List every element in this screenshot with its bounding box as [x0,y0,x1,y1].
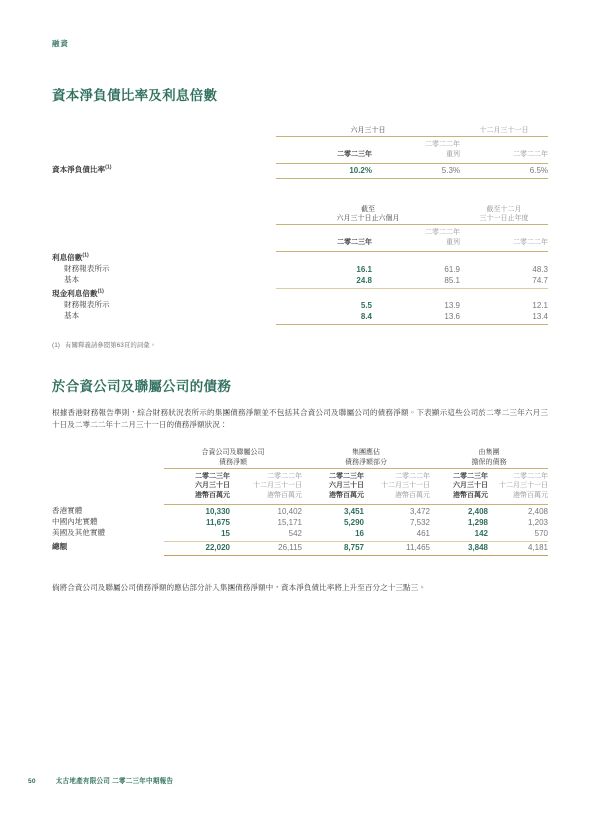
cell-value: 13.4 [532,312,548,322]
col-header-2022-full-year: 二零二二年 [513,239,548,247]
row-label-text: 現金利息倍數 [52,289,98,299]
group-header-line1: 集團應佔 [352,448,380,456]
table-row [52,263,548,274]
cell-value [276,288,372,299]
col-header-date: 十二月三十一日 [253,482,302,490]
cell-value: 48.3 [532,264,548,274]
group-header-december: 十二月三十一日 [460,126,548,136]
cell-value [372,252,460,263]
col-header-year: 二零二二年 [513,472,548,480]
page-footer [28,775,173,785]
col-header-restated-label: 重列 [446,151,460,159]
footnote-marker: (1) [52,342,61,350]
col-header-date: 十二月三十一日 [381,482,430,490]
col-header-unit: 港幣百萬元 [195,492,230,500]
cell-value: 461 [416,528,430,538]
cell-value [460,252,548,263]
cell-value: 16.1 [356,264,372,274]
col-header-2023-jv-net-debt [164,472,230,502]
table-row [52,516,548,527]
row-label-us-and-other-entities: 美國及其他實體 [52,527,106,537]
row-label-gearing-ratio [52,164,276,175]
col-header-2023-guaranteed [430,472,488,502]
cell-value: 85.1 [444,275,460,285]
group-header-june: 六月三十日 [276,126,460,136]
cell-value: 6.5% [529,165,548,175]
cell-value: 7,532 [409,517,430,527]
footnote-marker: (1) [97,288,104,295]
table-column-header-row [52,228,548,248]
row-label-underlying: 基本 [64,274,80,284]
cell-value [276,252,372,263]
cell-value: 2,408 [527,506,548,516]
col-header-2022-december: 二零二二年 [513,151,548,159]
cell-value: 26,115 [278,543,302,553]
cell-value: 4,181 [527,543,548,553]
cell-value [372,288,460,299]
group-header-line1: 合資公司及聯屬公司 [201,448,265,456]
row-label-per-financial-statements: 財務報表所示 [64,263,110,273]
group-header-line2: 債務淨額部分 [345,458,387,466]
section-title-jv-associates-debt: 於合資公司及聯屬公司的債務 [52,378,232,394]
col-header-2022-june-restated [372,140,460,160]
cell-value: 24.8 [356,275,372,285]
group-header-line2: 六月三十日止六個月 [336,215,400,223]
cell-value: 3,848 [467,543,488,553]
col-header-unit: 港幣百萬元 [329,492,364,500]
col-header-date: 六月三十日 [453,482,488,490]
group-header-line2: 三十一日止年度 [479,215,529,223]
group-header-line2: 擔保的債務 [471,458,507,466]
cell-value: 13.9 [444,301,460,311]
col-header-year: 二零二二年 [395,472,430,480]
group-header-guaranteed-by-group [430,448,548,468]
row-label-per-financial-statements: 財務報表所示 [64,300,110,310]
cell-value: 10,330 [205,506,230,516]
table-row [52,274,548,285]
page-number: 50 [28,778,36,785]
row-label-underlying: 基本 [64,311,80,321]
section-closing-paragraph: 倘將合資公司及聯屬公司債務淨額的應佔部分計入集團債務淨額中，資本淨負債比率將上升至百分之十三點三。 [52,583,426,593]
section-title-gearing: 資本淨負債比率及利息倍數 [52,88,218,103]
cell-value: 10.2% [349,165,372,175]
row-label-cash-interest-cover [52,288,276,299]
running-head: 融資 [52,39,69,48]
table-footnote [52,341,548,351]
cell-value: 15 [221,528,230,538]
group-header-jv-net-debt [164,448,302,468]
col-header-2023-six-months: 二零二三年 [337,239,372,247]
row-label-total: 總額 [52,542,68,552]
table-row [52,541,548,552]
cell-value: 8.4 [360,312,372,322]
cell-value: 3,472 [409,506,430,516]
cell-value: 1,298 [467,517,488,527]
cell-value: 3,451 [343,506,364,516]
col-header-year: 二零二三年 [195,472,230,480]
col-header-2022-year: 二零二二年 [425,229,460,237]
table-group-header-row [52,126,548,136]
group-header-line1: 由集團 [478,448,500,456]
cell-value: 5,290 [343,517,364,527]
col-header-unit: 港幣百萬元 [453,492,488,500]
table-row [52,288,548,299]
col-header-year: 二零二三年 [453,472,488,480]
cell-value: 10,402 [277,506,302,516]
row-label-text: 利息倍數 [52,252,83,262]
cell-value: 2,408 [467,506,488,516]
row-label-text: 資本淨負債比率 [52,164,106,174]
col-header-2022-june-year: 二零二二年 [425,141,460,149]
cell-value: 15,171 [277,517,302,527]
page-content [52,88,548,595]
row-label-chinese-mainland-entities: 中國內地實體 [52,516,98,526]
col-header-2023-june: 二零二三年 [337,151,372,159]
group-header-six-months [276,205,460,225]
group-header-year-ended [460,205,548,225]
cell-value: 142 [474,528,488,538]
cell-value: 13.6 [444,312,460,322]
col-header-unit: 港幣百萬元 [395,492,430,500]
interest-cover-table [52,205,548,326]
footnote-text: 有關釋義請參閱第63頁的詞彙。 [65,342,157,350]
cell-value: 1,203 [527,517,548,527]
table-column-header-row [52,472,548,502]
cell-value: 11,465 [406,543,430,553]
col-header-date: 六月三十日 [195,482,230,490]
cell-value: 11,675 [205,517,230,527]
col-header-2022-jv-net-debt [230,472,302,502]
col-header-date: 六月三十日 [329,482,364,490]
group-header-line1: 截至十二月 [486,205,522,213]
group-header-line2: 債務淨額 [219,458,247,466]
col-header-year: 二零二三年 [329,472,364,480]
table-group-header-row [52,448,548,468]
cell-value: 542 [288,528,302,538]
col-header-date: 十二月三十一日 [499,482,548,490]
cell-value: 12.1 [532,301,548,311]
col-header-unit: 港幣百萬元 [267,492,302,500]
table-group-header-row [52,205,548,225]
col-header-restated-label: 重列 [446,239,460,247]
footnote-marker: (1) [105,163,112,170]
table-row [52,299,548,310]
cell-value: 16 [355,528,364,538]
col-header-2023-group-share [302,472,364,502]
col-header-2022-group-share [364,472,430,502]
row-label-interest-cover [52,252,276,263]
section-intro-paragraph: 根據香港財務報告準則，綜合財務狀況表所示的集團債務淨額並不包括其合資公司及聯屬公司的債務淨額。下表顯示這些公司於二零二三年六月三十日及二零二二年十二月三十一日的債務淨額狀況： [52,408,548,430]
group-header-line1: 截至 [361,205,375,213]
table-row [52,164,548,175]
group-header-group-share [302,448,430,468]
table-row [52,527,548,538]
col-header-2022-guaranteed [488,472,548,502]
cell-value: 5.5 [360,301,372,311]
row-label-hong-kong-entities: 香港實體 [52,505,83,515]
cell-value: 74.7 [532,275,548,285]
footer-imprint: 太古地產有限公司 二零二三年中期報告 [55,778,174,785]
col-header-unit: 港幣百萬元 [513,492,548,500]
jv-associate-debt-table [52,448,548,557]
gearing-ratio-table [52,126,548,178]
cell-value: 8,757 [343,543,364,553]
col-header-year: 二零二二年 [267,472,302,480]
cell-value: 570 [534,528,548,538]
col-header-2022-six-months-restated [372,228,460,248]
table-row [52,505,548,516]
cell-value: 61.9 [444,264,460,274]
cell-value: 5.3% [441,165,460,175]
cell-value: 22,020 [205,543,230,553]
cell-value [460,288,548,299]
table-row [52,252,548,263]
footnote-marker: (1) [82,252,89,259]
table-column-header-row [52,140,548,160]
table-row [52,310,548,321]
